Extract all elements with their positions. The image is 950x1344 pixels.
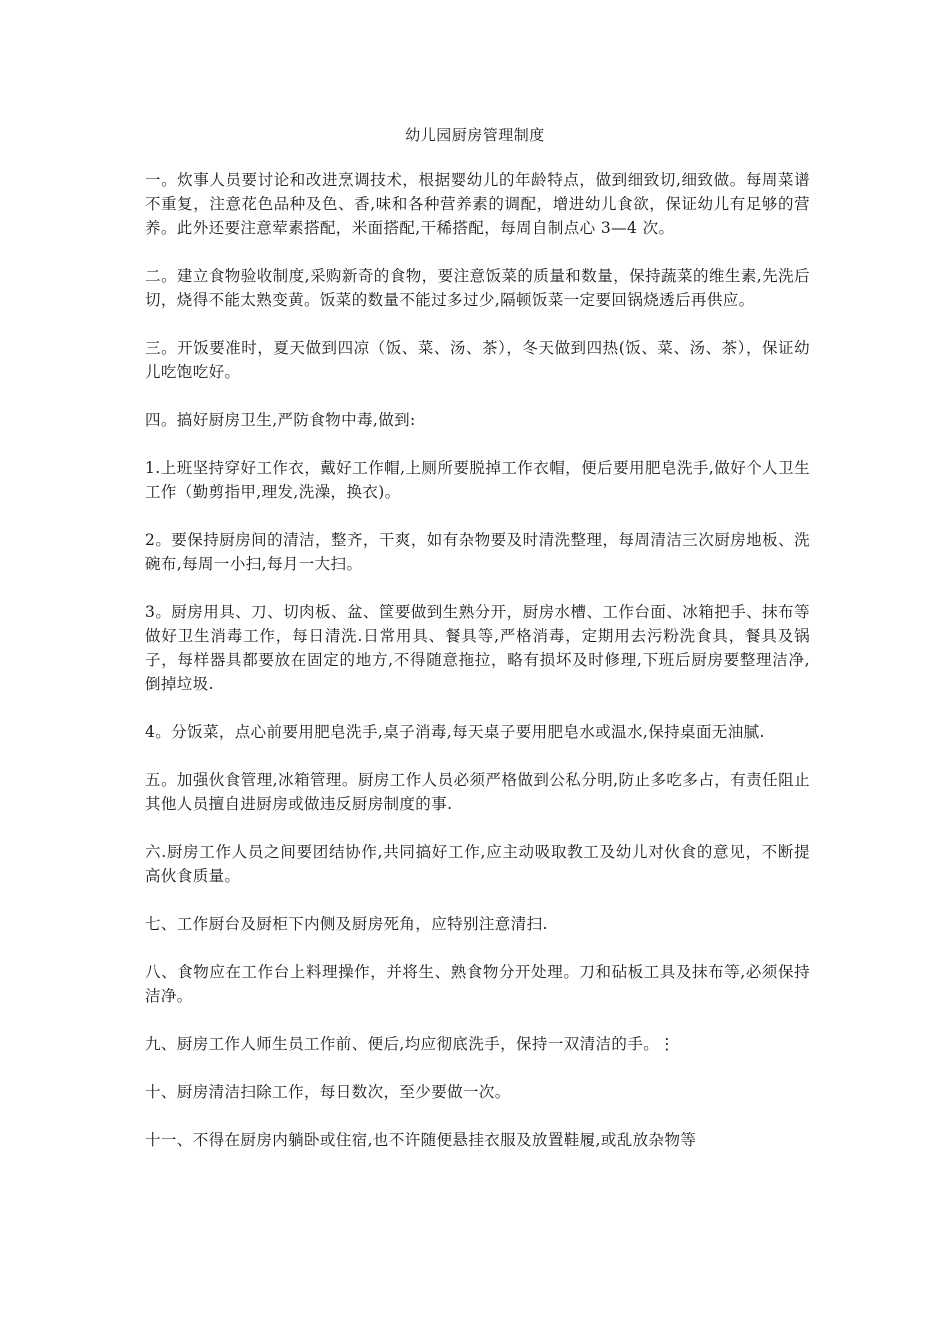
paragraph-6: 六.厨房工作人员之间要团结协作,共同搞好工作,应主动吸取教工及幼儿对伙食的意见，不断提高伙食质量。 [145, 843, 810, 885]
paragraph-4-item-2: 2。要保持厨房间的清洁，整齐，干爽，如有杂物要及时清洗整理，每周清洁三次厨房地板、洗碗布,每周一小扫,每月一大扫。 [145, 531, 810, 573]
paragraph-4-item-1: 1.上班坚持穿好工作衣，戴好工作帽,上厕所要脱掉工作衣帽，便后要用肥皂洗手,做好个人卫生工作（勤剪指甲,理发,洗澡，换衣)。 [145, 459, 810, 501]
paragraph-9: 九、厨房工作人师生员工作前、便后,均应彻底洗手，保持一双清洁的手。⋮ [145, 1035, 676, 1053]
paragraph-11: 十一、不得在厨房内躺卧或住宿,也不许随便悬挂衣服及放置鞋履,或乱放杂物等 [145, 1131, 697, 1149]
paragraph-4-item-3: 3。厨房用具、刀、切肉板、盆、筐要做到生熟分开，厨房水槽、工作台面、冰箱把手、抹布等做好卫生消毒工作，每日清洗.日常用具、餐具等,严格消毒，定期用去污粉洗食具，餐具及锅子，每样器具都要放在固定的地方,不得随意拖拉，略有损坏及时修理,下班后厨房要整理洁净,倒掉垃圾. [145, 603, 810, 693]
paragraph-1: 一。炊事人员要讨论和改进烹调技术，根据婴幼儿的年龄特点，做到细致切,细致做。每周菜谱不重复，注意花色品种及色、香,味和各种营养素的调配，增进幼儿食欲，保证幼儿有足够的营养。此外还要注意荤素搭配，米面搭配,干稀搭配，每周自制点心 3—4 次。 [145, 171, 810, 237]
paragraph-4-item-4: 4。分饭菜，点心前要用肥皂洗手,桌子消毒,每天桌子要用肥皂水或温水,保持桌面无油腻. [145, 723, 765, 741]
paragraph-3: 三。开饭要准时，夏天做到四凉（饭、菜、汤、茶），冬天做到四热(饭、菜、汤、茶），保证幼儿吃饱吃好。 [145, 339, 810, 381]
paragraph-5: 五。加强伙食管理,冰箱管理。厨房工作人员必须严格做到公私分明,防止多吃多占，有责任阻止其他人员擅自进厨房或做违反厨房制度的事. [145, 771, 810, 813]
paragraph-4: 四。搞好厨房卫生,严防食物中毒,做到: [145, 411, 416, 429]
paragraph-2: 二。建立食物验收制度,采购新奇的食物，要注意饭菜的质量和数量，保持蔬菜的维生素,先洗后切，烧得不能太熟变黄。饭菜的数量不能过多过少,隔顿饭菜一定要回锅烧透后再供应。 [145, 267, 810, 309]
paragraph-8: 八、食物应在工作台上料理操作，并将生、熟食物分开处理。刀和砧板工具及抹布等,必须保持洁净。 [145, 963, 810, 1005]
document-title: 幼儿园厨房管理制度 [405, 126, 545, 144]
document-body [145, 168, 810, 1176]
paragraph-10: 十、厨房清洁扫除工作，每日数次，至少要做一次。 [145, 1083, 511, 1101]
paragraph-7: 七、工作厨台及厨柜下内侧及厨房死角，应特别注意清扫. [145, 915, 548, 933]
